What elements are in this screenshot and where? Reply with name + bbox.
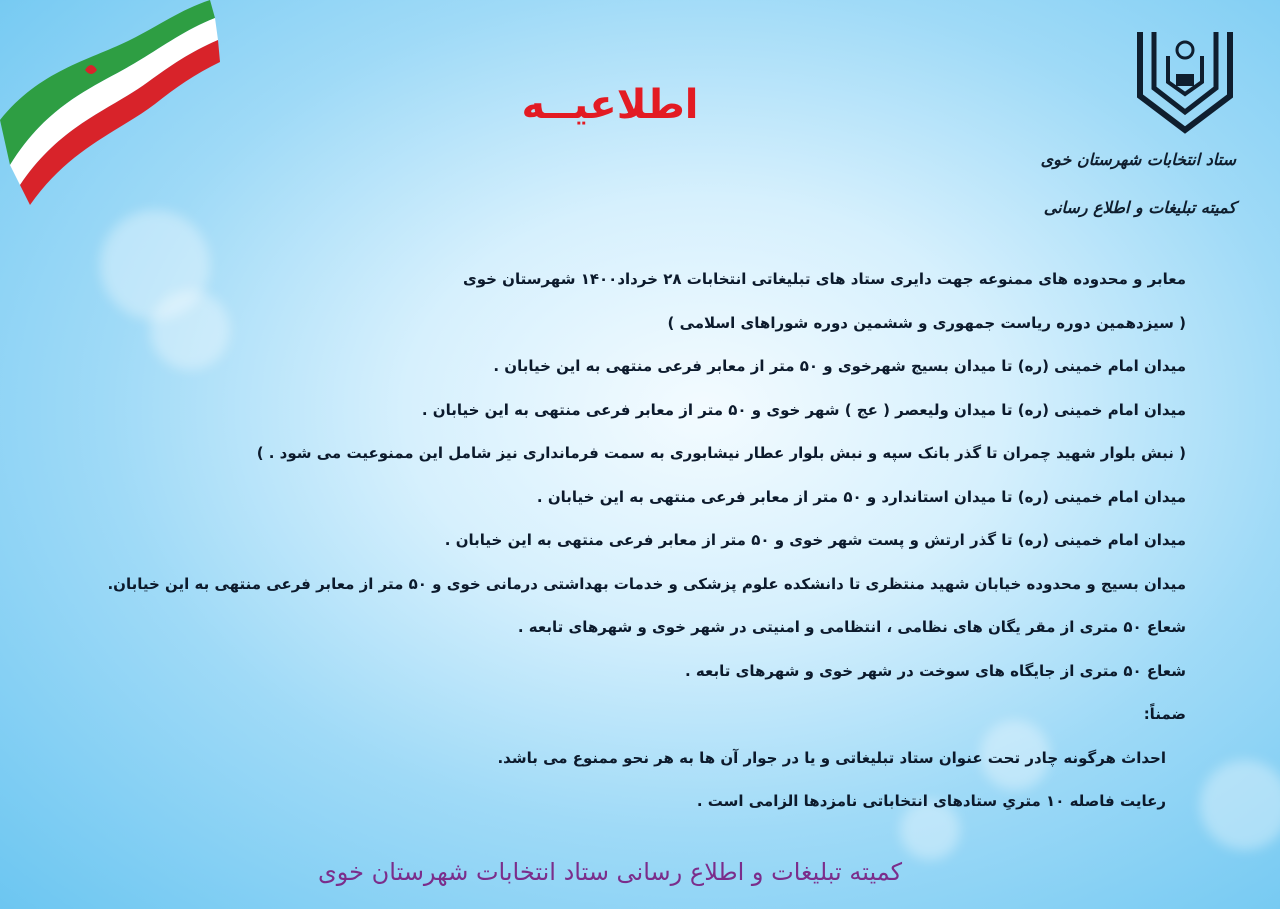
org-committee-line: کمیته تبلیغات و اطلاع رسانی <box>1043 198 1236 217</box>
notice-line: ( سیزدهمین دوره ریاست جمهوری و ششمین دوره شوراهای اسلامی ) <box>667 313 1186 332</box>
notice-line: میدان امام خمینی (ره) تا گذر ارتش و پست شهر خوی و ۵۰ متر از معابر فرعی منتهی به این خیابان . <box>444 531 1186 549</box>
notice-line: رعایت فاصله ۱۰ متریِ ستادهای انتخاباتی نامزدها الزامی است . <box>696 792 1166 810</box>
notice-line: میدان امام خمینی (ره) تا میدان بسیج شهرخوی و ۵۰ متر از معابر فرعی منتهی به این خیابان . <box>493 357 1186 375</box>
notice-line: احداث هرگونه چادر تحت عنوان ستاد تبلیغاتی و یا در جوار آن ها به هر نحو ممنوع می باشد. <box>497 748 1166 767</box>
notice-line: شعاع ۵۰ متری از جایگاه های سوخت در شهر خوی و شهرهای تابعه . <box>684 661 1186 680</box>
org-name-line: ستاد انتخابات شهرستان خوی <box>1040 150 1236 169</box>
notice-body <box>86 266 1186 832</box>
page-title: اطلاعیــه <box>521 82 699 128</box>
footer-signature: کمیته تبلیغات و اطلاع رسانی ستاد انتخابات شهرستان خوی <box>317 858 903 886</box>
notice-line: شعاع ۵۰ متری از مقر یگان های نظامی ، انتظامی و امنیتی در شهر خوی و شهرهای تابعه . <box>517 618 1186 636</box>
notice-line: ضمناً: <box>1143 705 1186 723</box>
iran-flag-icon <box>0 0 220 210</box>
bokeh-light <box>1200 760 1280 850</box>
notice-line: معابر و محدوده های ممنوعه جهت دایری ستاد های تبلیغاتی انتخابات ۲۸ خرداد۱۴۰۰ شهرستان خوی <box>462 270 1186 288</box>
iran-election-headquarters-emblem-icon <box>1132 26 1238 134</box>
notice-line: میدان بسیج و محدوده خیابان شهید منتظری تا دانشکده علوم پزشکی و خدمات بهداشتی درمانی خوی و ۵۰ متر از معابر فرعی منتهی به این خیابان. <box>107 574 1186 593</box>
notice-line: میدان امام خمینی (ره) تا میدان استاندارد و ۵۰ متر از معابر فرعی منتهی به این خیابان . <box>536 487 1186 506</box>
notice-line: ( نبش بلوار شهید چمران تا گذر بانک سپه و نبش بلوار عطار نیشابوری به سمت فرمانداری نیز شامل این ممنوعیت می شود . ) <box>256 444 1186 462</box>
notice-line: میدان امام خمینی (ره) تا میدان ولیعصر ( عج ) شهر خوی و ۵۰ متر از معابر فرعی منتهی به این خیابان . <box>421 400 1186 419</box>
